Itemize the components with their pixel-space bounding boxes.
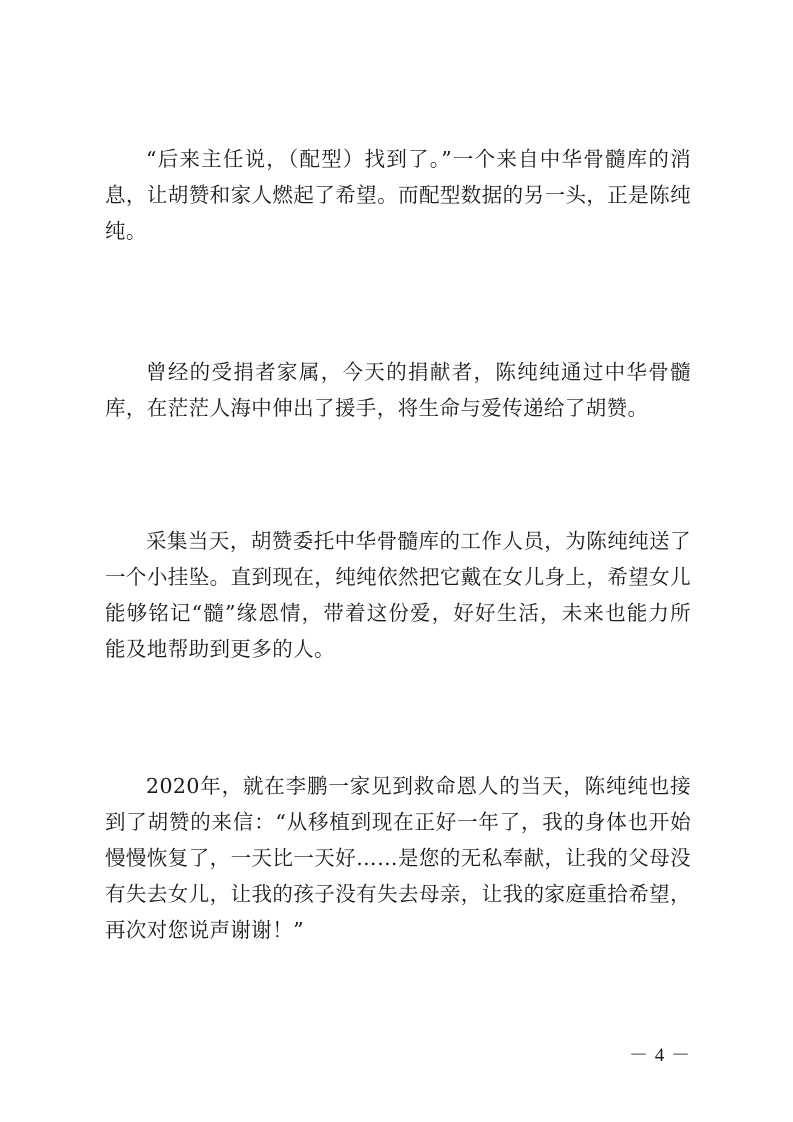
paragraph-donor-identity: 曾经的受捐者家属，今天的捐献者，陈纯纯通过中华骨髓库，在茫茫人海中伸出了援手，将生命与爱传递给了胡赞。 xyxy=(105,360,691,420)
paragraph-match-found: “后来主任说，（配型）找到了。”一个来自中华骨髓库的消息，让胡赞和家人燃起了希望。而配型数据的另一头，正是陈纯纯。 xyxy=(105,147,691,243)
page-number: － 4 － xyxy=(628,1045,691,1066)
paragraph-pendant-gift: 采集当天，胡赞委托中华骨髓库的工作人员，为陈纯纯送了一个小挂坠。直到现在，纯纯依然把它戴在女儿身上，希望女儿能够铭记“髓”缘恩情，带着这份爱，好好生活，未来也能力所能及地帮助到更多的人。 xyxy=(105,529,691,661)
paragraph-thank-you-letter: 2020年，就在李鹏一家见到救命恩人的当天，陈纯纯也接到了胡赞的来信：“从移植到现在正好一年了，我的身体也开始慢慢恢复了，一天比一天好……是您的无私奉献，让我的父母没有失去女儿，让我的孩子没有失去母亲，让我的家庭重拾希望，再次对您说声谢谢！” xyxy=(105,774,691,942)
